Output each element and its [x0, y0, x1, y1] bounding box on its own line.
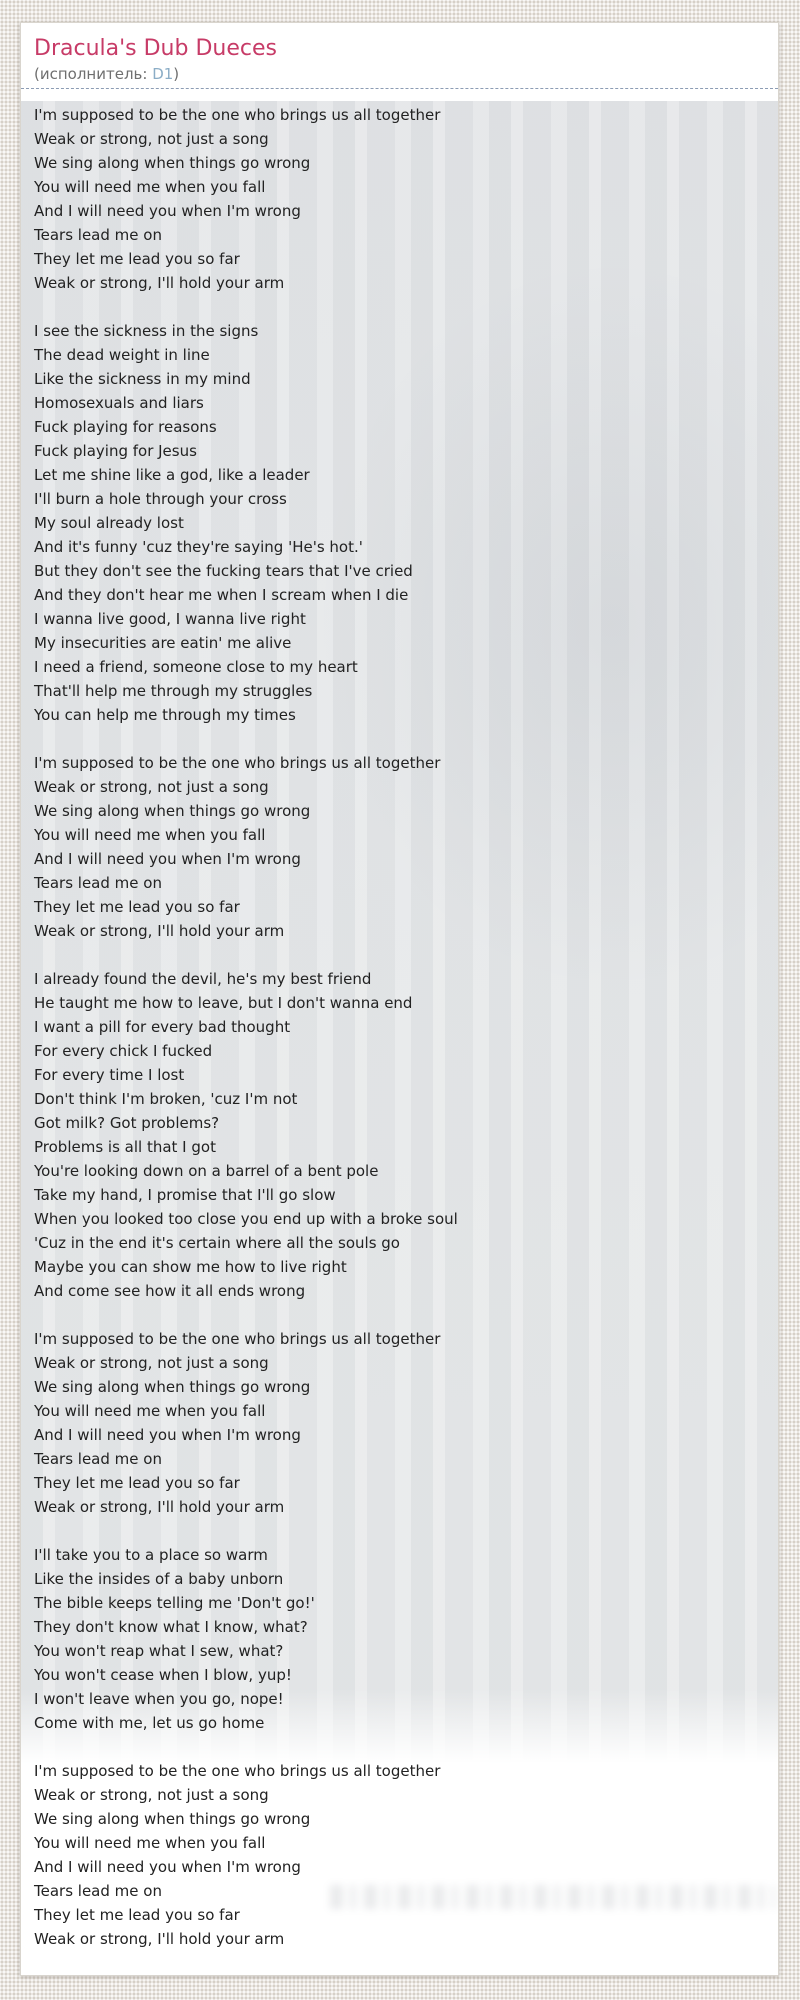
lyric-line: For every time I lost: [34, 1066, 185, 1084]
lyric-line: Maybe you can show me how to live right: [34, 1258, 347, 1276]
lyric-line: And they don't hear me when I scream when I die: [34, 586, 409, 604]
lyric-line: I need a friend, someone close to my heart: [34, 658, 358, 676]
artist-line: [34, 65, 757, 83]
lyric-line: Tears lead me on: [34, 1450, 162, 1468]
lyric-line: I see the sickness in the signs: [34, 322, 259, 340]
lyric-line: You will need me when you fall: [34, 1834, 266, 1852]
lyric-line: Let me shine like a god, like a leader: [34, 466, 310, 484]
lyric-line: I'm supposed to be the one who brings us all together: [34, 1330, 441, 1348]
stanza: [34, 751, 756, 943]
lyric-line: I'm supposed to be the one who brings us all together: [34, 106, 441, 124]
lyric-line: And I will need you when I'm wrong: [34, 202, 301, 220]
lyric-line: Tears lead me on: [34, 874, 162, 892]
lyric-line: Like the sickness in my mind: [34, 370, 251, 388]
artist-label: (исполнитель:: [34, 65, 153, 83]
lyric-line: Weak or strong, not just a song: [34, 778, 269, 796]
lyric-line: And it's funny 'cuz they're saying 'He's hot.': [34, 538, 363, 556]
artist-suffix: ): [173, 65, 180, 83]
lyric-line: Weak or strong, not just a song: [34, 1354, 269, 1372]
lyric-line: Come with me, let us go home: [34, 1714, 265, 1732]
lyric-line: And come see how it all ends wrong: [34, 1282, 306, 1300]
stanza: [34, 319, 756, 727]
lyric-line: 'Cuz in the end it's certain where all the souls go: [34, 1234, 400, 1252]
lyric-line: The bible keeps telling me 'Don't go!': [34, 1594, 315, 1612]
lyric-line: We sing along when things go wrong: [34, 154, 311, 172]
lyric-line: They let me lead you so far: [34, 250, 240, 268]
lyric-line: Tears lead me on: [34, 1882, 162, 1900]
lyric-line: But they don't see the fucking tears that I've cried: [34, 562, 413, 580]
stanza: [34, 1543, 756, 1735]
stanza: [34, 1327, 756, 1519]
lyric-line: I'll take you to a place so warm: [34, 1546, 268, 1564]
lyric-line: You're looking down on a barrel of a bent pole: [34, 1162, 379, 1180]
lyric-line: Weak or strong, I'll hold your arm: [34, 922, 285, 940]
lyric-line: We sing along when things go wrong: [34, 1378, 311, 1396]
lyric-line: You can help me through my times: [34, 706, 296, 724]
lyric-line: Got milk? Got problems?: [34, 1114, 220, 1132]
lyric-line: Fuck playing for reasons: [34, 418, 217, 436]
lyric-line: You will need me when you fall: [34, 178, 266, 196]
lyric-line: I'm supposed to be the one who brings us all together: [34, 1762, 441, 1780]
lyric-line: You will need me when you fall: [34, 1402, 266, 1420]
lyric-line: He taught me how to leave, but I don't wanna end: [34, 994, 413, 1012]
lyric-line: My soul already lost: [34, 514, 184, 532]
lyric-line: And I will need you when I'm wrong: [34, 850, 301, 868]
lyric-line: Weak or strong, not just a song: [34, 1786, 269, 1804]
lyric-line: Fuck playing for Jesus: [34, 442, 197, 460]
lyric-line: They don't know what I know, what?: [34, 1618, 308, 1636]
lyric-line: For every chick I fucked: [34, 1042, 213, 1060]
lyric-line: Weak or strong, I'll hold your arm: [34, 1498, 285, 1516]
lyric-line: Weak or strong, I'll hold your arm: [34, 1930, 285, 1948]
lyric-line: My insecurities are eatin' me alive: [34, 634, 292, 652]
stanza: [34, 1759, 756, 1951]
lyric-line: I'm supposed to be the one who brings us all together: [34, 754, 441, 772]
lyric-line: Problems is all that I got: [34, 1138, 216, 1156]
lyrics-text: [21, 101, 778, 1969]
artist-link[interactable]: D1: [152, 65, 174, 83]
lyrics-card: [20, 22, 779, 1976]
lyric-line: I wanna live good, I wanna live right: [34, 610, 306, 628]
lyric-line: Don't think I'm broken, 'cuz I'm not: [34, 1090, 298, 1108]
lyric-line: Homosexuals and liars: [34, 394, 204, 412]
lyric-line: Weak or strong, not just a song: [34, 130, 269, 148]
lyric-line: And I will need you when I'm wrong: [34, 1858, 301, 1876]
lyric-line: We sing along when things go wrong: [34, 1810, 311, 1828]
lyric-line: The dead weight in line: [34, 346, 210, 364]
lyric-line: You will need me when you fall: [34, 826, 266, 844]
lyric-line: I'll burn a hole through your cross: [34, 490, 287, 508]
lyric-line: When you looked too close you end up with a broke soul: [34, 1210, 458, 1228]
lyric-line: Like the insides of a baby unborn: [34, 1570, 284, 1588]
lyric-line: Take my hand, I promise that I'll go slow: [34, 1186, 336, 1204]
lyric-line: And I will need you when I'm wrong: [34, 1426, 301, 1444]
stanza: [34, 103, 756, 295]
lyric-line: You won't cease when I blow, yup!: [34, 1666, 292, 1684]
stanza: [34, 967, 756, 1303]
lyric-line: I won't leave when you go, nope!: [34, 1690, 284, 1708]
lyric-line: They let me lead you so far: [34, 898, 240, 916]
lyric-line: You won't reap what I sew, what?: [34, 1642, 284, 1660]
song-title: Dracula's Dub Dueces: [34, 36, 277, 61]
lyric-line: Tears lead me on: [34, 226, 162, 244]
header: [21, 23, 778, 89]
lyric-line: I already found the devil, he's my best friend: [34, 970, 372, 988]
lyric-line: They let me lead you so far: [34, 1474, 240, 1492]
lyric-line: They let me lead you so far: [34, 1906, 240, 1924]
lyric-line: Weak or strong, I'll hold your arm: [34, 274, 285, 292]
lyric-line: I want a pill for every bad thought: [34, 1018, 291, 1036]
lyric-line: That'll help me through my struggles: [34, 682, 313, 700]
lyric-line: We sing along when things go wrong: [34, 802, 311, 820]
